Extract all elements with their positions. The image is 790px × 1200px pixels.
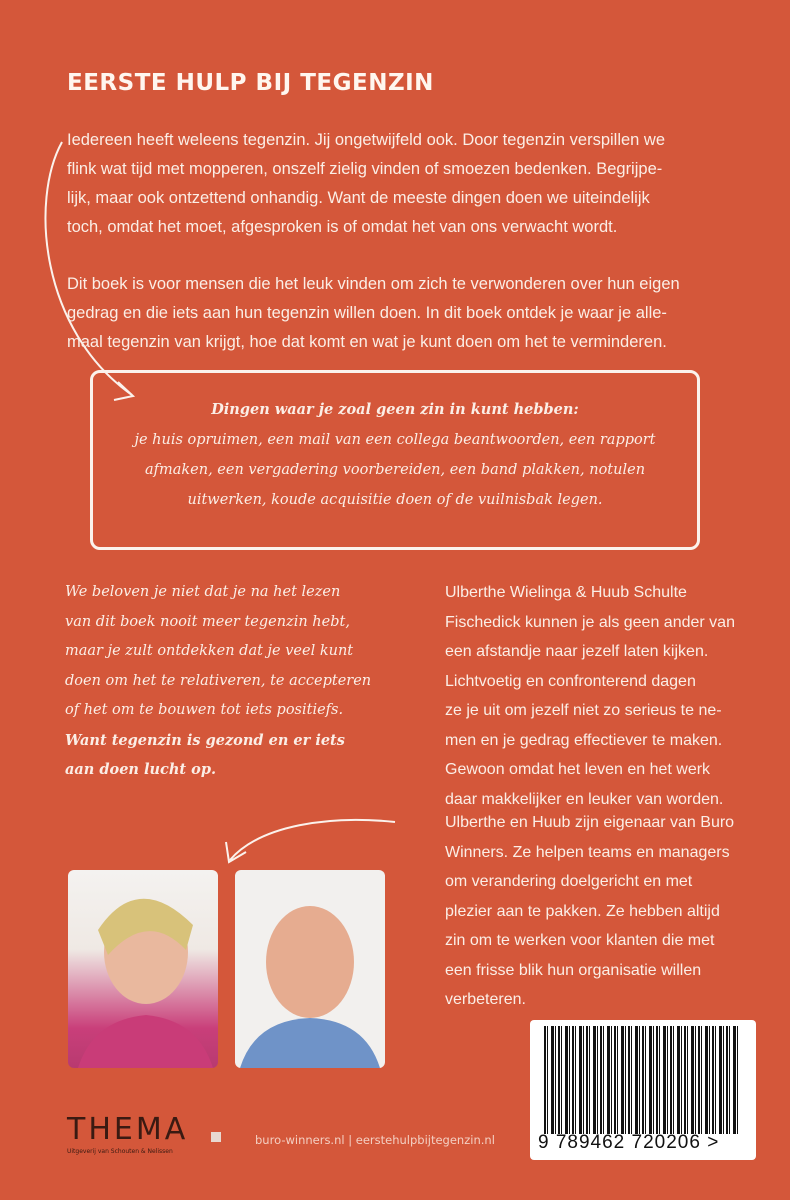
line: men en je gedrag effectiever te maken. [445,731,723,749]
line: doen om het te relativeren, te accepteren [65,672,372,689]
line: toch, omdat het moet, afgesproken is of omdat het van ons verwacht wordt. [67,218,618,236]
line: van dit boek nooit meer tegenzin hebt, [65,613,350,630]
box-heading: Dingen waar je zoal geen zin in kunt hebben: [211,401,579,418]
line: een frisse blik hun organisatie willen [445,961,702,979]
publisher-tagline: Uitgeverij van Schouten & Nelissen [67,1148,173,1155]
line: Want tegenzin is gezond en er iets [65,731,345,749]
website-urls: buro-winners.nl | eerstehulpbijtegenzin.nl [255,1133,495,1147]
book-title: EERSTE HULP BIJ TEGENZIN [67,70,434,96]
line: Gewoon omdat het leven en het werk [445,761,711,778]
line: zin om te werken voor klanten die met [445,932,715,949]
intro-paragraph [67,126,665,242]
line: uitwerken, koude acquisitie doen of de vuilnisbak legen. [187,492,603,508]
line: maar je zult ontdekken dat je veel kunt [65,643,354,659]
line: Winners. Ze helpen teams en managers [445,843,730,861]
author-photo-man [235,870,385,1068]
line: afmaken, een vergadering voorbereiden, een band plakken, notulen [144,462,646,478]
line: of het om te bouwen tot iets positiefs. [65,702,344,718]
line: je huis opruimen, een mail van een collega beantwoorden, een rapport [134,432,656,448]
line: om verandering doelgericht en met [445,873,693,890]
isbn-number: 9 789462 720206 > [538,1132,720,1153]
intro-paragraph-2 [67,270,680,357]
line: Lichtvoetig en confronterend dagen [445,672,696,690]
line: Fischedick kunnen je als geen ander van [445,613,735,631]
line: een afstandje naar jezelf laten kijken. [445,643,709,660]
line: plezier aan te pakken. Ze hebben altijd [445,902,720,920]
promise-text [65,578,371,785]
author-photo-woman [68,870,218,1068]
line: We beloven je niet dat je na het lezen [65,584,341,600]
logo-square-icon [211,1132,221,1142]
line: verbeteren. [445,991,526,1008]
line: Ulberthe en Huub zijn eigenaar van Buro [445,814,735,831]
line: maal tegenzin van krijgt, hoe dat komt en wat je kunt doen om het te verminderen. [67,333,667,351]
line: lijk, maar ook ontzettend onhandig. Want de meeste dingen doen we uiteindelijk [67,189,650,207]
arrow-head-icon [226,842,246,862]
barcode-bars [544,1026,740,1134]
line: aan doen lucht op. [65,761,217,778]
line: Dit boek is voor mensen die het leuk vinden om zich te verwonderen over hun eigen [67,275,680,293]
authors-text [445,578,735,814]
line: ze je uit om jezelf niet zo serieus te ne- [445,702,722,719]
examples-box [90,370,700,550]
barcode [530,1020,756,1160]
company-text [445,808,734,1015]
line: Iedereen heeft weleens tegenzin. Jij ongetwijfeld ook. Door tegenzin verspillen we [67,131,666,149]
line: Ulberthe Wielinga & Huub Schulte [445,584,687,601]
line: flink wat tijd met mopperen, onszelf zielig vinden of smoezen bedenken. Begrijpe- [67,160,663,178]
curved-arrow-icon [230,820,395,860]
line: daar makkelijker en leuker van worden. [445,790,724,808]
line: gedrag en die iets aan hun tegenzin willen doen. In dit boek ontdek je waar je alle- [67,304,667,322]
publisher-logo: THEMA [67,1112,189,1147]
